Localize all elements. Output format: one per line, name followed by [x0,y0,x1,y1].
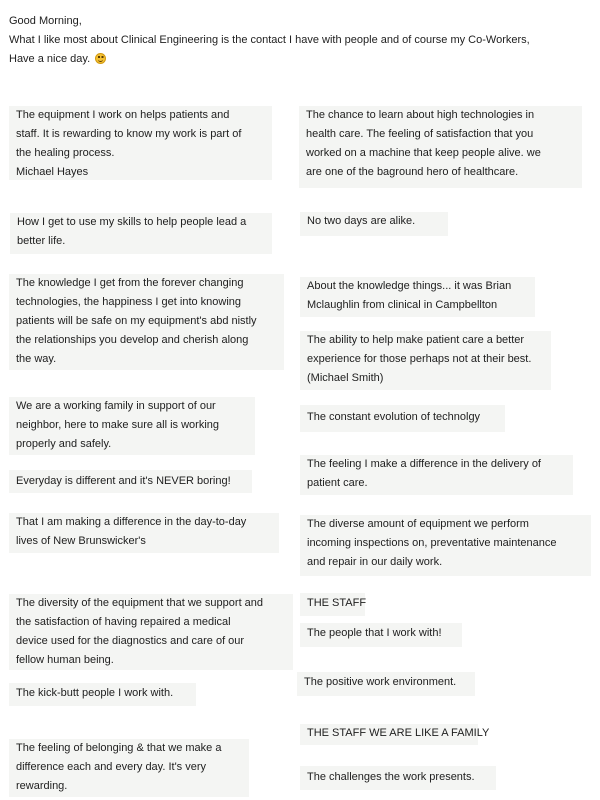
comment-card [9,470,252,493]
comment-card [300,593,365,616]
comment-card [9,739,249,797]
comment-line: Mclaughlin from clinical in Campbellton [307,299,498,311]
comment-line: How I get to use my skills to help people lead a [17,216,247,228]
comment-card [300,766,496,790]
comment-line: better life. [17,235,66,247]
comment-line: The positive work environment. [304,676,457,688]
comment-line: The chance to learn about high technologies in [306,109,535,121]
comment-line: difference each and every day. It's very [16,761,207,773]
comment-card [300,212,448,236]
comment-line: are one of the baground hero of healthcare. [306,166,519,178]
comment-card [300,277,535,317]
comment-card [299,106,582,188]
comment-card [9,594,293,670]
intro-body-text: What I like most about Clinical Engineering is the contact I have with people and of course my Co-Workers, [9,34,530,46]
comment-line: patient care. [307,477,368,489]
comment-line: The ability to help make patient care a better [307,334,525,346]
comment-card [9,397,255,455]
comment-card [9,683,196,706]
comment-line: device used for the diagnostics and care of our [16,635,245,647]
comment-line: technologies, the happiness I get into knowing [16,296,242,308]
comment-line: The knowledge I get from the forever changing [16,277,244,289]
closing-text: Have a nice day. [9,53,91,65]
comment-card [9,274,284,370]
comment-line: health care. The feeling of satisfaction that you [306,128,534,140]
comment-line: That I am making a difference in the day-to-day [16,516,247,528]
comment-line: The diversity of the equipment that we support and [16,597,264,609]
comment-line: Everyday is different and it's NEVER boring! [16,475,231,487]
comment-line: incoming inspections on, preventative maintenance [307,537,557,549]
comment-line: the relationships you develop and cherish along [16,334,249,346]
comment-line: experience for those perhaps not at their best. [307,353,532,365]
comment-line: the satisfaction of having repaired a medical [16,616,231,628]
comment-line: THE STAFF WE ARE LIKE A FAMILY [307,727,490,739]
comment-line: No two days are alike. [307,215,416,227]
comment-line: the way. [16,353,57,365]
comment-line: the healing process. [16,147,115,159]
comment-line: The challenges the work presents. [307,771,475,783]
comment-line: We are a working family in support of our [16,400,216,412]
comment-line: The feeling of belonging & that we make a [16,742,222,754]
comment-line: patients will be safe on my equipment's abd nistly [16,315,257,327]
comment-line: The kick-butt people I work with. [16,687,174,699]
comment-card [9,513,279,553]
comment-line: THE STAFF [307,597,367,609]
comment-line: lives of New Brunswicker's [16,535,146,547]
comment-line: worked on a machine that keep people alive. we [306,147,541,159]
comment-card [300,515,591,576]
comment-card [300,331,551,390]
closing-line [9,50,594,69]
comment-author: (Michael Smith) [307,372,384,384]
comment-line: The people that I work with! [307,627,442,639]
comment-line: staff. It is rewarding to know my work is part of [16,128,242,140]
comment-line: and repair in our daily work. [307,556,443,568]
comment-line: The diverse amount of equipment we perform [307,518,529,530]
comment-card [297,672,475,696]
comment-line: rewarding. [16,780,68,792]
comment-line: neighbor, here to make sure all is working [16,419,219,431]
intro-message [9,12,594,69]
comment-line: fellow human being. [16,654,114,666]
comment-line: The constant evolution of technolgy [307,411,481,423]
comment-line: The feeling I make a difference in the delivery of [307,458,541,470]
comment-line: The equipment I work on helps patients and [16,109,230,121]
comment-line: About the knowledge things... it was Brian [307,280,512,292]
comment-author: Michael Hayes [16,166,89,178]
comment-card [300,405,505,432]
comment-card [300,724,490,745]
smiley-face-icon [95,53,106,64]
comment-card [300,623,462,647]
greeting-text: Good Morning, [9,15,82,27]
comment-card [10,213,272,254]
comment-card [9,106,272,180]
comment-card [300,455,573,495]
comment-line: properly and safely. [16,438,112,450]
